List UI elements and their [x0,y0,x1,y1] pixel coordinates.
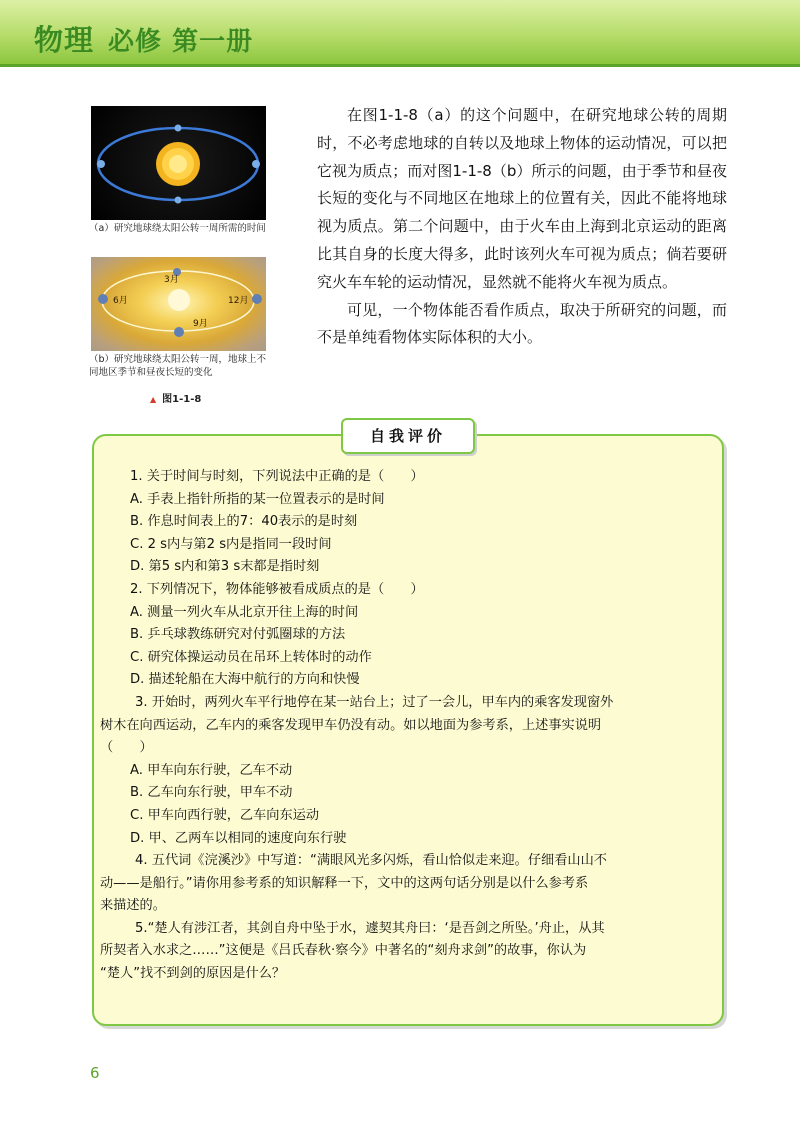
q4-line-1: 4. 五代词《浣溪沙》中写道：“满眼风光多闪烁，看山恰似走来迎。仔细看山山不 [135,853,607,869]
header-book: 必修 第一册 [108,27,254,57]
month-label-jun: 6月 [113,296,128,306]
q3-option-b: B. 乙车向东行驶，甲车不动 [130,785,293,801]
header-subject: 物理 [34,23,95,57]
page-number: 6 [90,1064,100,1082]
q4-line-3: 来描述的。 [100,898,166,914]
figure-a-image [91,106,266,220]
body-paragraph-1: 在图1-1-8（a）的这个问题中，在研究地球公转的周期时，不必考虑地球的自转以及地球上物体的运动情况，可以把它视为质点；而对图1-1-8（b）所示的问题，由于季节和昼夜长短的变化与不同地区在地球上的位置有关，因此不能将地球视为质点。第二个问题中，由于火车由上海到北京运动的距离比其自身的长度大得多，此时该列火车可视为质点；倘若要研究火车车轮的运动情况，显然就不能将火车视为质点。 [317,106,727,291]
triangle-icon: ▲ [150,395,157,404]
q5-line-1: 5.“楚人有涉江者，其剑自舟中坠于水，遽契其舟曰：‘是吾剑之所坠。’舟止，从其 [135,920,605,936]
q2-option-d: D. 描述轮船在大海中航行的方向和快慢 [130,672,360,688]
month-label-mar: 3月 [164,275,179,285]
body-text [317,102,727,352]
q3-option-c: C. 甲车向西行驶，乙车向东运动 [130,807,320,823]
q3-line-3: （ ） [100,740,153,756]
month-label-dec: 12月 [228,296,249,306]
self-eval-title: 自我评价 [341,418,475,454]
figure-b-caption: （b）研究地球绕太阳公转一周，地球上不同地区季节和昼夜长短的变化 [89,354,267,378]
q2-option-b: B. 乒乓球教练研究对付弧圈球的方法 [130,627,346,643]
q5-line-3: “楚人”找不到剑的原因是什么？ [100,966,286,982]
q1-option-b: B. 作息时间表上的7：40表示的是时刻 [130,514,358,530]
q1-option-d: D. 第5 s内和第3 s末都是指时刻 [130,559,320,575]
q2-stem: 2. 下列情况下，物体能够被看成质点的是（ ） [130,581,424,597]
q3-line-1: 3. 开始时，两列火车平行地停在某一站台上；过了一会儿，甲车内的乘客发现窗外 [135,694,614,710]
page-header [0,0,800,64]
q5-line-2: 所契者入水求之……”这便是《吕氏春秋·察今》中著名的“刻舟求剑”的故事，你认为 [100,943,587,959]
orbit-diagram-a [91,106,266,220]
header-divider [0,64,800,67]
figure-label [150,390,201,405]
figure-a-caption: （a）研究地球绕太阳公转一周所需的时间 [89,223,266,234]
figure-label-text: 图1-1-8 [162,394,202,405]
q3-option-d: D. 甲、乙两车以相同的速度向东行驶 [130,830,347,846]
q1-option-c: C. 2 s内与第2 s内是指同一段时间 [130,536,332,552]
q4-line-2: 动——是船行。”请你用参考系的知识解释一下，文中的这两句话分别是以什么参考系 [100,875,589,891]
self-eval-content [100,466,690,986]
q3-option-a: A. 甲车向东行驶，乙车不动 [130,762,293,778]
q2-option-a: A. 测量一列火车从北京开往上海的时间 [130,604,359,620]
q3-line-2: 树木在向西运动，乙车内的乘客发现甲车仍没有动。如以地面为参考系，上述事实说明 [100,717,602,733]
body-paragraph-2: 可见，一个物体能否看作质点，取决于所研究的问题，而不是单纯看物体实际体积的大小。 [317,300,727,347]
q1-stem: 1. 关于时间与时刻，下列说法中正确的是（ ） [130,469,424,484]
header-title [34,18,253,59]
month-label-sep: 9月 [193,319,208,329]
q1-option-a: A. 手表上指针所指的某一位置表示的是时间 [130,491,385,507]
q2-option-c: C. 研究体操运动员在吊环上转体时的动作 [130,649,372,665]
